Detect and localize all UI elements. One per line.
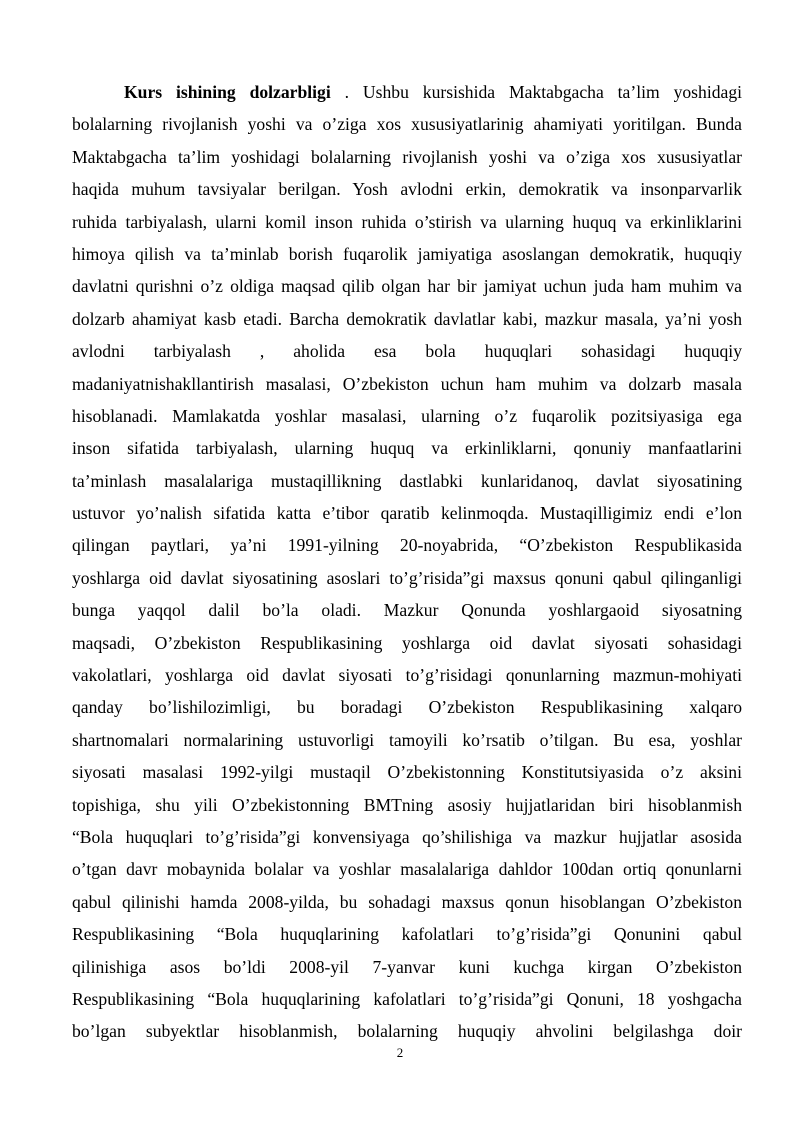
section-heading: Kurs ishining dolzarbligi — [124, 82, 331, 102]
paragraph-line: hisoblanadi. Mamlakatda yoshlar masalasi, ularning o’z fuqarolik pozitsiyasiga ega — [72, 405, 742, 426]
paragraph-line: madaniyatnishakllantirish masalasi, O’zbekiston uchun ham muhim va dolzarb masala — [72, 373, 742, 394]
paragraph-line: vakolatlari, yoshlarga oid davlat siyosati to’g’risidagi qonunlarning mazmun-mohiyati — [72, 665, 742, 686]
paragraph-line: yoshlarga oid davlat siyosatining asoslari to’g’risida”gi maxsus qonuni qabul qilinganligi — [72, 567, 742, 588]
paragraph-line: o’tgan davr mobaynida bolalar va yoshlar masalalariga dahldor 100dan ortiq qonunlarni — [72, 859, 742, 880]
paragraph-line: ruhida tarbiyalash, ularni komil inson ruhida o’stirish va ularning huquq va erkinliklarini — [72, 211, 742, 232]
paragraph-line: Respublikasining “Bola huquqlarining kafolatlari to’g’risida”gi Qonunini qabul — [72, 924, 742, 945]
paragraph-line: qilingan paytlari, ya’ni 1991-yilning 20-noyabrida, “O’zbekiston Respublikasida — [72, 535, 742, 556]
paragraph-line: bo’lgan subyektlar hisoblanmish, bolalarning huquqiy ahvolini belgilashga doir — [72, 1021, 742, 1042]
page-number: 2 — [396, 1045, 404, 1060]
paragraph-line: ta’minlash masalalariga mustaqillikning dastlabki kunlaridanoq, davlat siyosatining — [72, 470, 742, 491]
paragraph-line: bunga yaqqol dalil bo’la oladi. Mazkur Qonunda yoshlargaoid siyosatning — [72, 600, 742, 621]
paragraph-line: qanday bo’lishilozimligi, bu boradagi O’zbekiston Respublikasining xalqaro — [72, 697, 742, 718]
paragraph-line: ustuvor yo’nalish sifatida katta e’tibor qaratib kelinmoqda. Mustaqilligimiz endi e’lon — [72, 503, 742, 524]
paragraph-line: dolzarb ahamiyat kasb etadi. Barcha demokratik davlatlar kabi, mazkur masala, ya’ni yosh — [72, 308, 742, 329]
paragraph-line-first — [72, 76, 742, 108]
paragraph-line: inson sifatida tarbiyalash, ularning huquq va erkinliklarni, qonuniy manfaatlarini — [72, 438, 742, 459]
paragraph-line: shartnomalari normalarining ustuvorligi tamoyili ko’rsatib o’tilgan. Bu esa, yoshlar — [72, 729, 742, 750]
paragraph-line: Maktabgacha ta’lim yoshidagi bolalarning rivojlanish yoshi va o’ziga xos xususiyatlar — [72, 146, 742, 167]
paragraph-line: qilinishiga asos bo’ldi 2008-yil 7-yanvar kuni kuchga kirgan O’zbekiston — [72, 956, 742, 977]
paragraph-line: “Bola huquqlari to’g’risida”gi konvensiyaga qo’shilishiga va mazkur hujjatlar asosida — [72, 826, 742, 847]
paragraph-line: Respublikasining “Bola huquqlarining kafolatlari to’g’risida”gi Qonuni, 18 yoshgacha — [72, 988, 742, 1009]
paragraph-line: himoya qilish va ta’minlab borish fuqarolik jamiyatiga asoslangan demokratik, huquqiy — [72, 243, 742, 264]
paragraph-line: haqida muhum tavsiyalar berilgan. Yosh avlodni erkin, demokratik va insonparvarlik — [72, 179, 742, 200]
paragraph-line: qabul qilinishi hamda 2008-yilda, bu sohadagi maxsus qonun hisoblangan O’zbekiston — [72, 891, 742, 912]
paragraph-line: maqsadi, O’zbekiston Respublikasining yoshlarga oid davlat siyosati sohasidagi — [72, 632, 742, 653]
body-paragraph — [72, 76, 742, 1048]
paragraph-line: bolalarning rivojlanish yoshi va o’ziga xos xususiyatlarinig ahamiyati yoritilgan. Bunda — [72, 114, 742, 135]
paragraph-line: topishiga, shu yili O’zbekistonning BMTning asosiy hujjatlaridan biri hisoblanmish — [72, 794, 742, 815]
heading-continuation: . Ushbu kursishida Maktabgacha ta’lim yoshidagi — [330, 82, 743, 102]
paragraph-line: siyosati masalasi 1992-yilgi mustaqil O’zbekistonning Konstitutsiyasida o’z aksini — [72, 762, 742, 783]
paragraph-line: davlatni qurishni o’z oldiga maqsad qilib olgan har bir jamiyat uchun juda ham muhim va — [72, 276, 742, 297]
paragraph-line: avlodni tarbiyalash , aholida esa bola huquqlari sohasidagi huquqiy — [72, 341, 742, 362]
